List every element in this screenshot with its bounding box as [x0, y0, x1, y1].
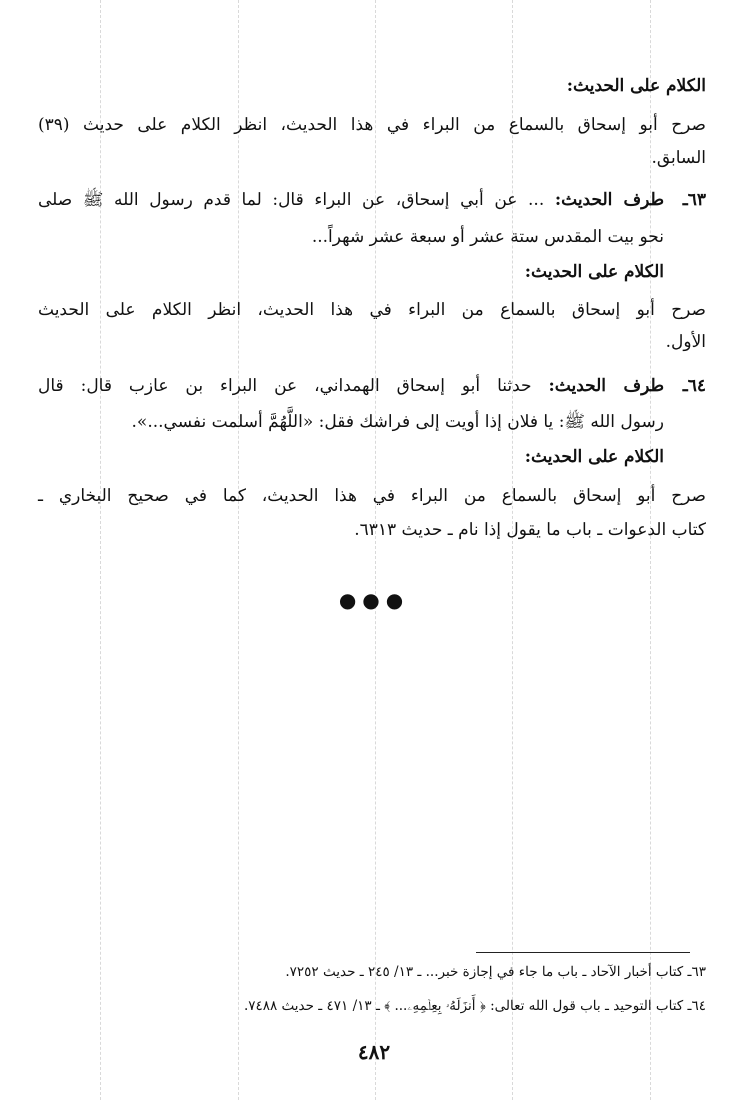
hadith-line	[38, 374, 706, 398]
body-text: الأول.	[665, 332, 706, 352]
section-heading: الكلام على الحديث:	[524, 262, 664, 282]
body-text: كتاب الدعوات ـ باب ما يقول إذا نام ـ حديث ٦٣١٣.	[354, 520, 706, 540]
hadith-text: نحو بيت المقدس ستة عشر أو سبعة عشر شهراً...	[311, 227, 664, 247]
section-separator: ●●●	[338, 588, 410, 612]
section-heading: الكلام على الحديث:	[524, 447, 664, 467]
hadith-number: ٦٣ـ	[682, 190, 706, 210]
body-text: صرح أبو إسحاق بالسماع من البراء في هذا الحديث، كما في صحيح البخاري ـ	[38, 486, 706, 506]
footnote: ٦٣ـ كتاب أخبار الآحاد ـ باب ما جاء في إجازة خبر... ـ ١٣/ ٢٤٥ ـ حديث ٧٢٥٢.	[285, 964, 706, 980]
body-text: السابق.	[651, 148, 706, 168]
hadith-label: طرف الحديث:	[548, 376, 665, 396]
body-text: صرح أبو إسحاق بالسماع من البراء في هذا الحديث، انظر الكلام على الحديث	[38, 300, 706, 320]
hadith-entry-63	[38, 188, 706, 212]
hadith-text: رسول الله ﷺ: يا فلان إذا أويت إلى فراشك فقل: «اللَّهُمَّ أسلمت نفسي...».	[131, 412, 664, 432]
hadith-line	[38, 188, 706, 212]
hadith-text: ... عن أبي إسحاق، عن البراء قال: لما قدم رسول الله ﷺ صلى	[38, 190, 545, 210]
hadith-text: حدثنا أبو إسحاق الهمداني، عن البراء بن عازب قال: قال	[38, 376, 532, 396]
hadith-label: طرف الحديث:	[554, 190, 665, 210]
body-text: صرح أبو إسحاق بالسماع من البراء في هذا الحديث، انظر الكلام على حديث (٣٩)	[38, 115, 706, 135]
footnote: ٦٤ـ كتاب التوحيد ـ باب قول الله تعالى: ﴿ أَنزَلَهُۥ بِعِلۡمِهِۦ... ﴾ ـ ١٣/ ٤٧١ ـ حديث ٧٤٨٨.	[243, 998, 706, 1014]
footnote-rule	[476, 952, 690, 953]
section-heading: الكلام على الحديث:	[566, 76, 706, 96]
page-number: ٤٨٢	[357, 1040, 391, 1064]
hadith-number: ٦٤ـ	[682, 376, 706, 396]
hadith-entry-64	[38, 374, 706, 398]
